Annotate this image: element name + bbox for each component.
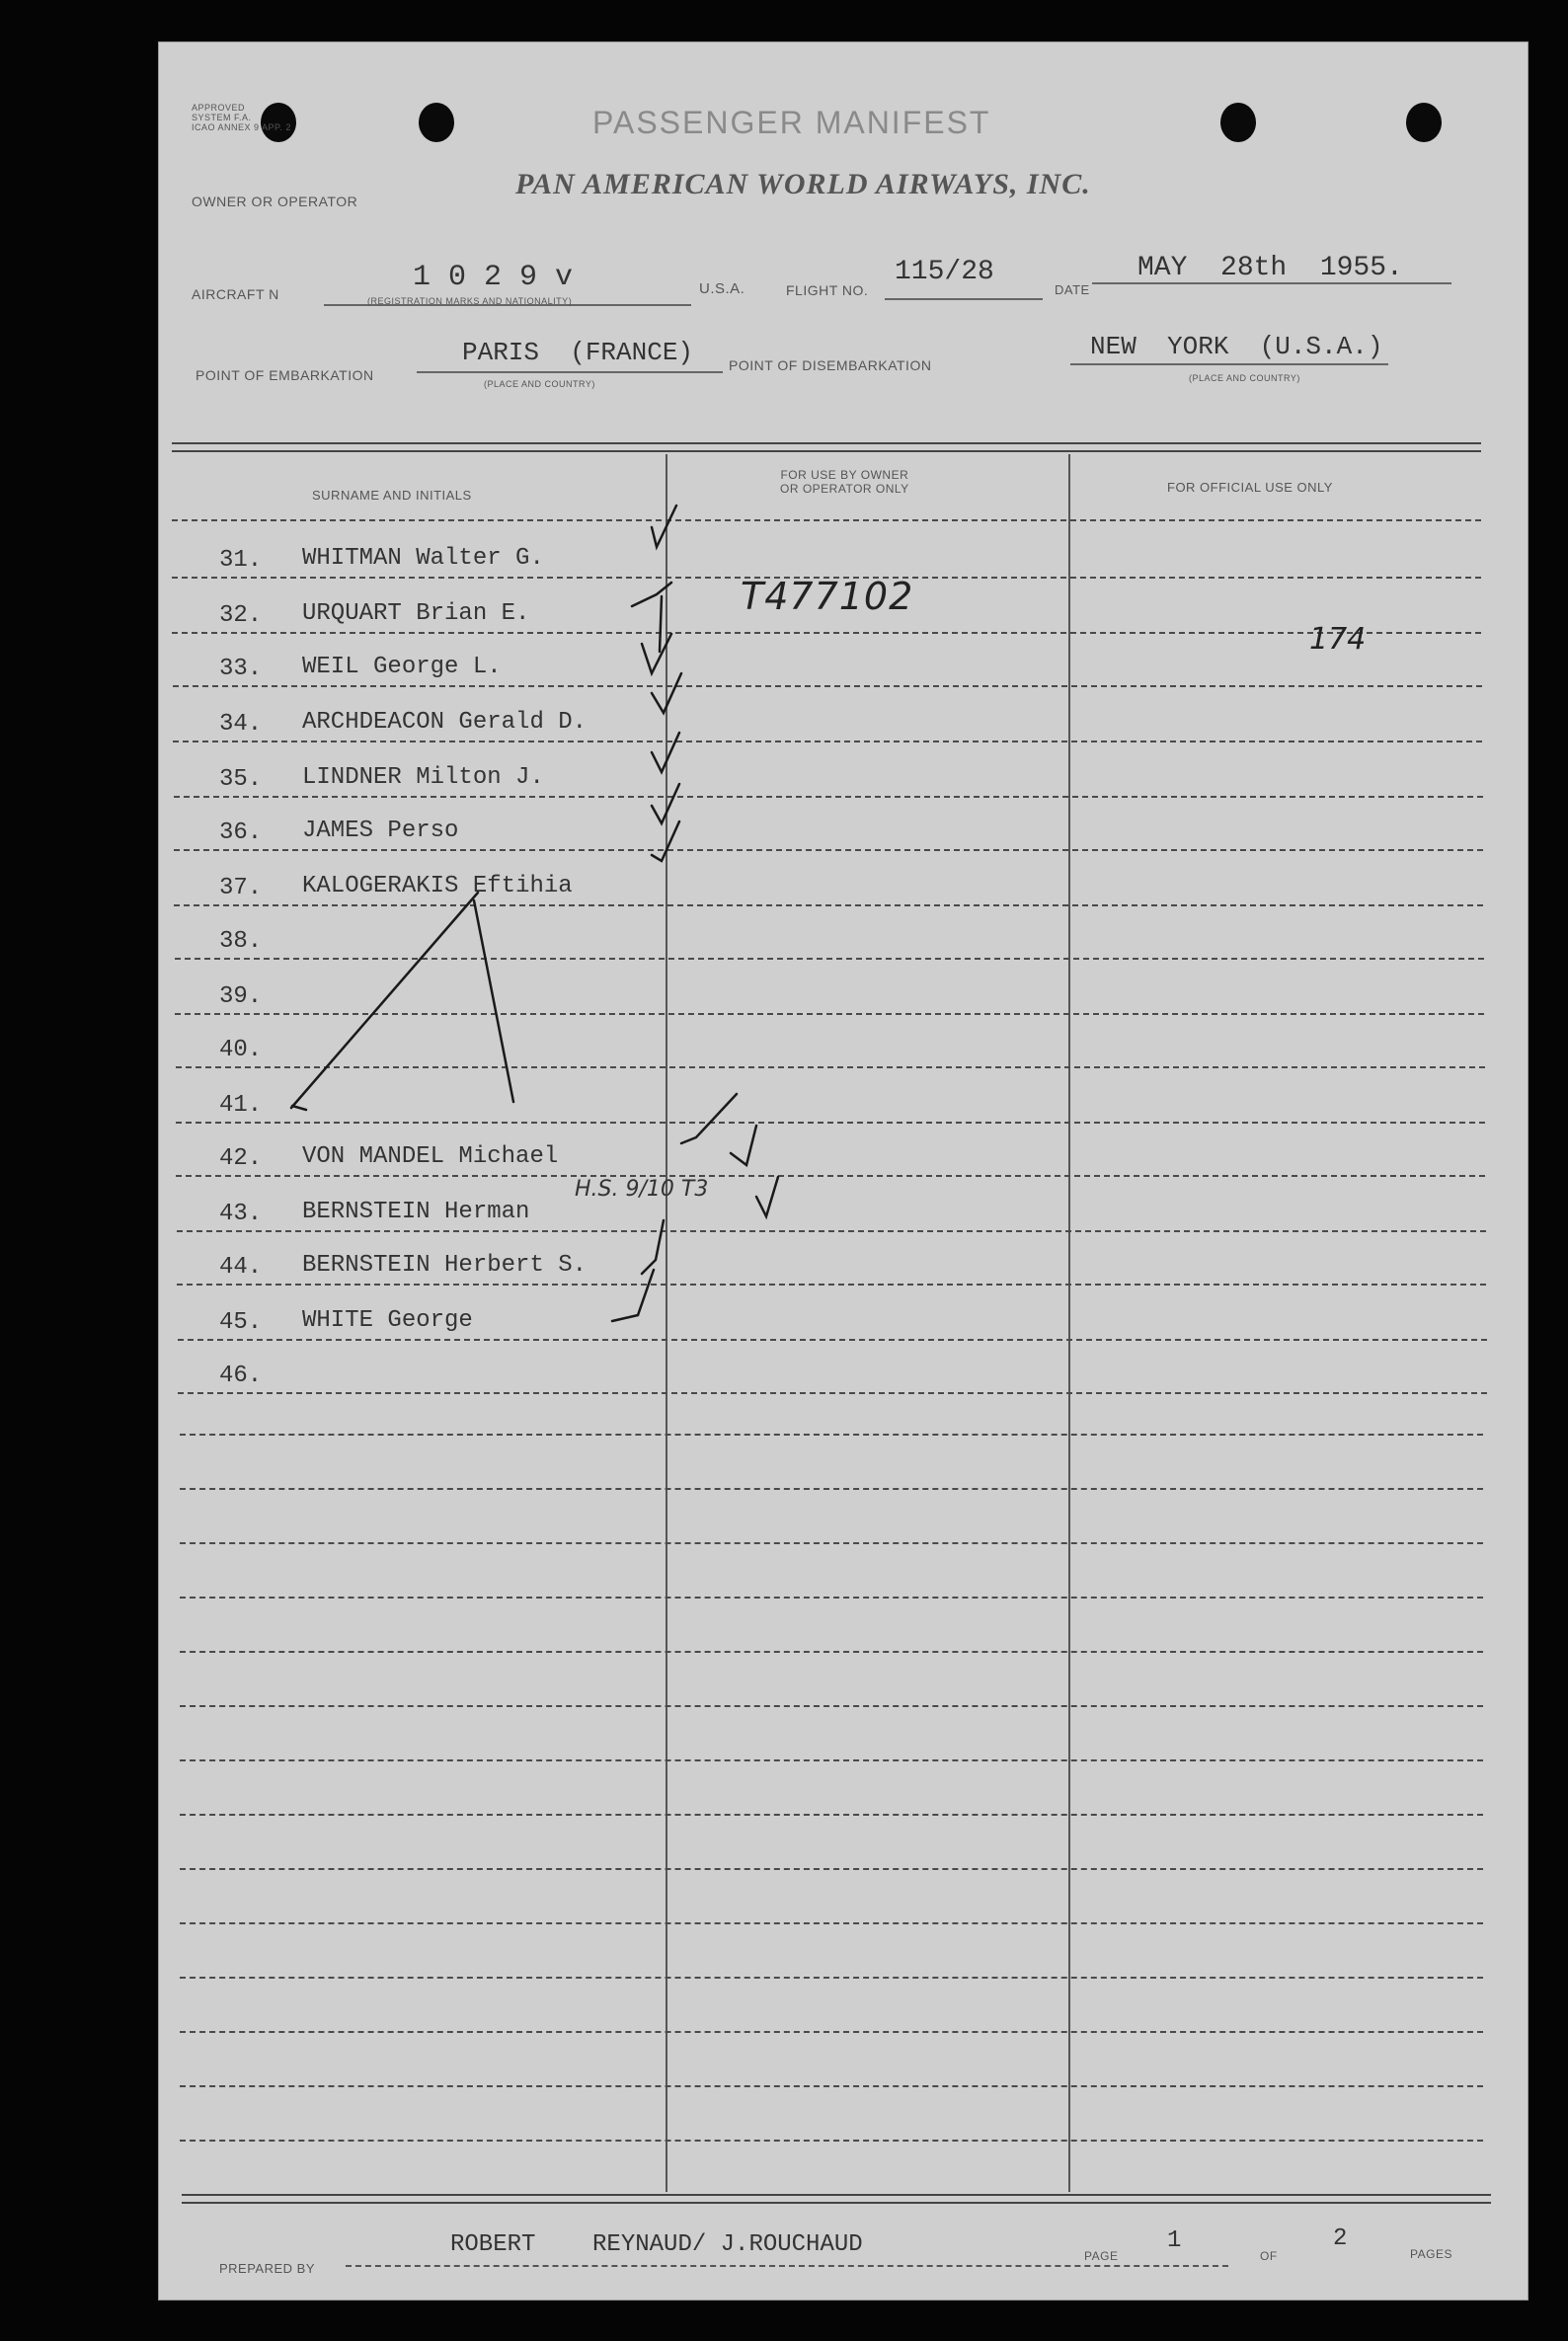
row-number: 46. <box>219 1363 263 1389</box>
passenger-name: WHITE George <box>302 1307 473 1334</box>
aircraft-number: 1 0 2 9 v <box>413 261 574 294</box>
prepared-by: ROBERT REYNAUD/ J.ROUCHAUD <box>450 2231 863 2258</box>
cancel-cross-stroke-1 <box>291 893 478 1108</box>
row-number: 34. <box>219 711 263 738</box>
check-mark-43b <box>756 1177 778 1216</box>
check-mark-33 <box>642 634 671 673</box>
passenger-name: URQUART Brian E. <box>302 600 530 627</box>
owner-label: OWNER OR OPERATOR <box>192 194 358 209</box>
passenger-name: ARCHDEACON Gerald D. <box>302 709 588 736</box>
row-number: 38. <box>219 928 263 955</box>
approval-line-3: ICAO ANNEX 9 APP. 2 <box>192 122 291 132</box>
disembark-label: POINT OF DISEMBARKATION <box>729 357 932 373</box>
embark-label: POINT OF EMBARKATION <box>196 367 374 383</box>
row-number: 42. <box>219 1145 263 1172</box>
cancel-cross-stroke-2 <box>474 900 513 1102</box>
passenger-name: KALOGERAKIS Eftihia <box>302 873 573 899</box>
check-mark-43 <box>731 1126 756 1165</box>
operator-name: PAN AMERICAN WORLD AIRWAYS, INC. <box>515 168 1091 200</box>
row-number: 44. <box>219 1254 263 1281</box>
row-number: 32. <box>219 602 263 629</box>
check-mark-31 <box>652 506 676 547</box>
row41-underline-stroke <box>292 1106 306 1110</box>
passenger-name: BERNSTEIN Herbert S. <box>302 1252 588 1279</box>
passenger-name: JAMES Perso <box>302 818 459 844</box>
official-mark-handwritten: 174 <box>1309 622 1367 657</box>
usa-label: U.S.A. <box>699 280 745 297</box>
check-mark-35 <box>652 733 679 772</box>
pages-label: PAGES <box>1410 2247 1452 2261</box>
row-number: 31. <box>219 547 263 574</box>
check-mark-32 <box>632 583 671 652</box>
check-mark-36 <box>652 784 679 823</box>
handwritten-checkmarks <box>158 41 1529 2301</box>
row-number: 41. <box>219 1092 263 1119</box>
disembark-caption: (PLACE AND COUNTRY) <box>1189 373 1300 383</box>
date-value: MAY 28th 1955. <box>1137 253 1403 283</box>
page-number: 1 <box>1167 2227 1182 2254</box>
approval-line-2: SYSTEM F.A. <box>192 113 252 122</box>
flight-number: 115/28 <box>895 257 994 287</box>
aircraft-label: AIRCRAFT N <box>192 286 279 302</box>
page-label: PAGE <box>1084 2249 1119 2263</box>
row-number: 35. <box>219 766 263 793</box>
ticket-number-handwritten: T477102 <box>741 575 914 618</box>
row-number: 43. <box>219 1201 263 1227</box>
of-label: OF <box>1260 2249 1278 2263</box>
row-number: 45. <box>219 1309 263 1336</box>
check-mark-34 <box>652 673 681 713</box>
col-header-surname: SURNAME AND INITIALS <box>312 488 472 503</box>
date-label: DATE <box>1055 282 1090 297</box>
row-number: 37. <box>219 875 263 901</box>
row-number: 39. <box>219 983 263 1010</box>
check-mark-45 <box>612 1270 654 1321</box>
check-mark-42 <box>681 1094 737 1143</box>
row43-note-handwritten: H.S. 9/10 T3 <box>575 1177 709 1202</box>
disembark-value: NEW YORK (U.S.A.) <box>1090 332 1383 361</box>
row-number: 40. <box>219 1037 263 1063</box>
row-number: 36. <box>219 819 263 846</box>
col-header-official: FOR OFFICIAL USE ONLY <box>1167 480 1333 495</box>
col-header-owner-line-1: FOR USE BY OWNER <box>780 468 909 482</box>
col-header-owner-line-2: OR OPERATOR ONLY <box>780 482 909 496</box>
form-title: PASSENGER MANIFEST <box>592 105 991 140</box>
total-pages: 2 <box>1333 2225 1348 2252</box>
check-mark-44 <box>642 1220 664 1274</box>
row-number: 33. <box>219 656 263 682</box>
passenger-name: VON MANDEL Michael <box>302 1143 559 1170</box>
passenger-name: LINDNER Milton J. <box>302 764 544 791</box>
passenger-name: WHITMAN Walter G. <box>302 545 544 572</box>
passenger-name: WEIL George L. <box>302 654 502 680</box>
registration-caption: (REGISTRATION MARKS AND NATIONALITY) <box>367 296 573 306</box>
passenger-name: BERNSTEIN Herman <box>302 1199 530 1225</box>
flight-label: FLIGHT NO. <box>786 282 869 298</box>
embark-caption: (PLACE AND COUNTRY) <box>484 379 595 389</box>
manifest-sheet <box>158 41 1529 2301</box>
embark-value: PARIS (FRANCE) <box>462 338 694 367</box>
check-mark-37 <box>652 821 679 861</box>
prepared-label: PREPARED BY <box>219 2261 316 2276</box>
approval-line-1: APPROVED <box>192 103 246 113</box>
